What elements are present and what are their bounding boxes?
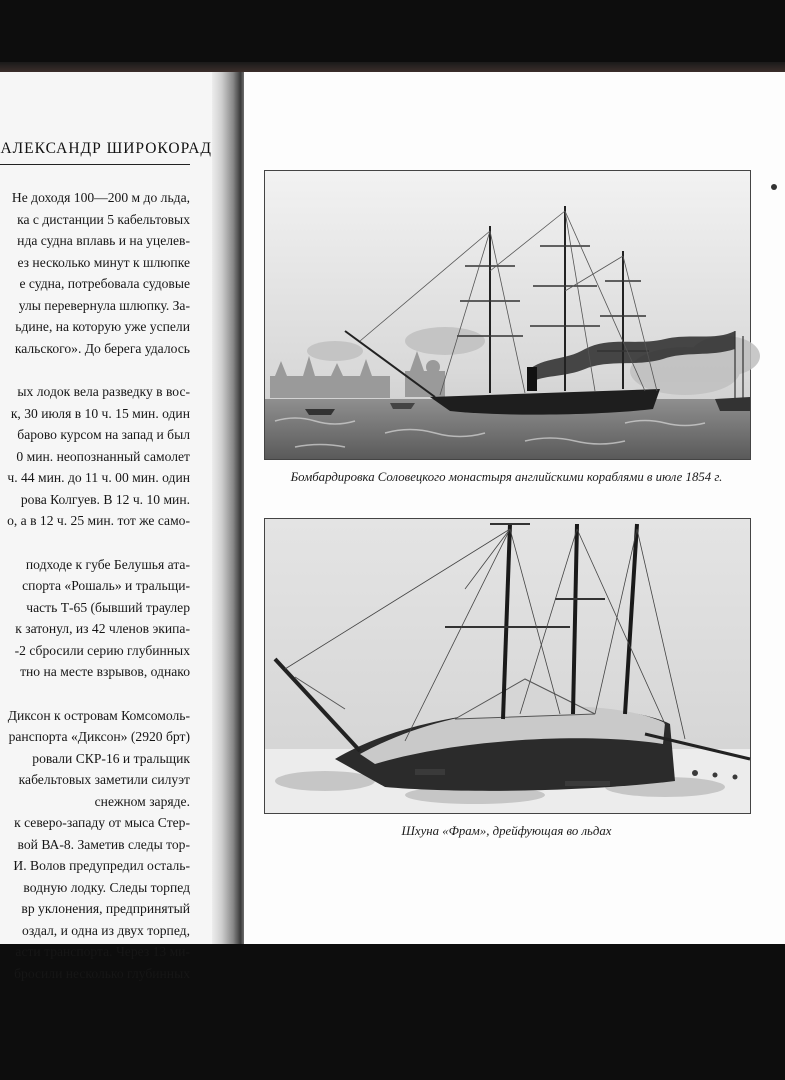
- text-line: вой ВА-8. Заметив следы тор-: [17, 836, 190, 852]
- text-line: асти транспорта. Через 13 ми-: [15, 944, 190, 959]
- figure-caption: Бомбардировка Соловецкого монастыря английскими кораблями в июле 1854 г.: [290, 470, 723, 484]
- illustration-fram: [264, 518, 751, 814]
- text-line: вр уклонения, предпринятый: [21, 901, 190, 916]
- text-line: ровали СКР-16 и тральщик: [32, 750, 190, 766]
- paragraph: [0, 554, 190, 683]
- text-line: бросили несколько глубинных: [14, 965, 190, 981]
- text-line: нда судна вплавь и на уцелев-: [17, 233, 190, 248]
- text-line: кабельтовых заметили силуэт: [18, 772, 190, 787]
- left-page: [0, 72, 212, 981]
- text-line: -2 сбросили серию глубинных: [14, 642, 190, 658]
- text-line: к затонул, из 42 членов экипа-: [15, 621, 190, 636]
- text-line: о, а в 12 ч. 25 мин. тот же само-: [7, 513, 190, 528]
- text-line: подходе к губе Белушья ата-: [25, 556, 190, 572]
- text-line: ых лодок вела разведку в вос-: [17, 384, 190, 399]
- header-rule: [0, 164, 190, 165]
- text-line: 0 мин. неопознанный самолет: [16, 448, 190, 464]
- text-line: ранспорта «Диксон» (2920 брт): [8, 729, 190, 744]
- text-line: ч. 44 мин. до 11 ч. 00 мин. один: [7, 470, 190, 485]
- text-line: к, 30 июля в 10 ч. 15 мин. один: [10, 405, 190, 421]
- paragraph: [0, 187, 190, 359]
- text-line: Диксон к островам Комсомоль-: [7, 707, 190, 723]
- text-line: ез несколько минут к шлюпке: [17, 254, 190, 270]
- text-line: кальского». До берега удалось: [14, 340, 190, 356]
- running-header: АЛЕКСАНДР ШИРОКОРАД: [0, 140, 212, 157]
- text-line: ьдине, на которую уже успели: [15, 319, 190, 334]
- paragraph: [0, 381, 190, 532]
- fram-photo-picture: [265, 519, 750, 813]
- text-line: к северо-западу от мыса Стер-: [14, 815, 190, 830]
- text-line: оздал, и одна из двух торпед,: [22, 922, 190, 938]
- text-line: снежном заряде.: [94, 793, 190, 809]
- text-line: спорта «Рошаль» и тральщи-: [22, 578, 190, 593]
- illustration-bombardment: [264, 170, 751, 460]
- figure-caption: Шхуна «Фрам», дрейфующая во льдах: [401, 824, 612, 838]
- text-line: рова Колгуев. В 12 ч. 10 мин.: [20, 491, 190, 507]
- text-line: барово курсом на запад и был: [17, 427, 190, 442]
- text-line: тно на месте взрывов, однако: [20, 664, 190, 679]
- right-page: [244, 72, 785, 944]
- ship-engraving-picture: [265, 171, 750, 459]
- text-line: е судна, потребовала судовые: [19, 276, 190, 291]
- text-line: ка с дистанции 5 кабельтовых: [17, 211, 190, 227]
- left-page-text: [0, 187, 190, 984]
- page-edge-mark: [771, 184, 777, 190]
- text-line: улы перевернула шлюпку. За-: [18, 297, 190, 313]
- text-line: часть Т-65 (бывший траулер: [26, 599, 190, 615]
- text-line: водную лодку. Следы торпед: [23, 879, 190, 895]
- paragraph: [0, 705, 190, 985]
- text-line: Не доходя 100—200 м до льда,: [11, 190, 190, 205]
- text-line: И. Волов предупредил осталь-: [13, 858, 190, 873]
